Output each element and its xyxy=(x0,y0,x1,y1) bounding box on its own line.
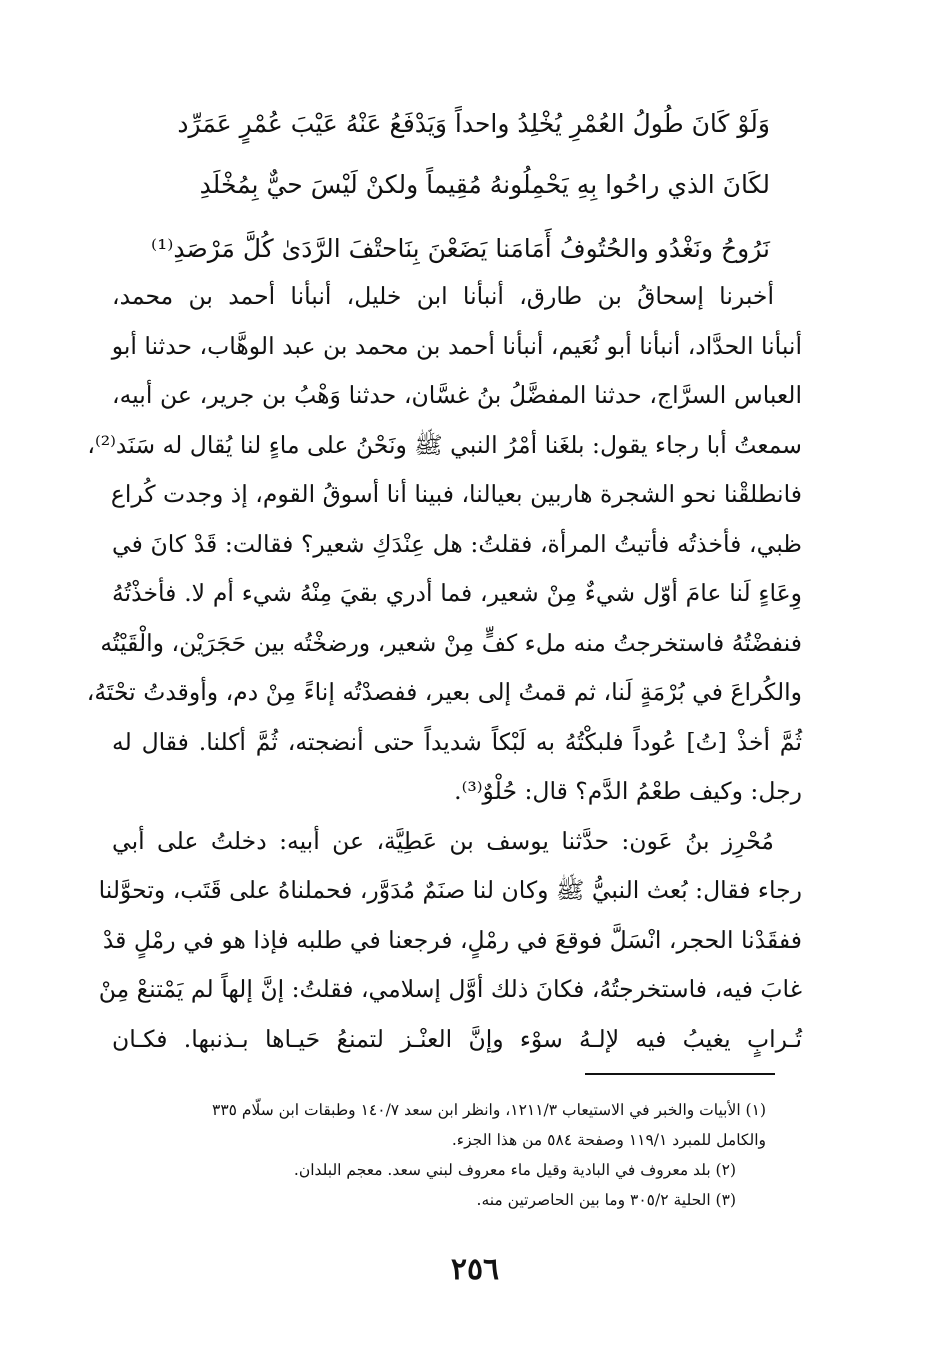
text-line: فنفضْتُهُ فاستخرجتُ منه ملء كفٍّ مِنْ شعير، ورضخْتُه بين حَجَرَيْن، والْقَيْتُه xyxy=(100,628,802,657)
text-line: رجاء فقال: بُعث النبيُّ ﷺ وكان لنا صنَمٌ مُدَوَّر، فحملناهُ على قَتَب، وتحوَّلنا xyxy=(98,876,802,904)
verse-line: وَلَوْ كَانَ طُولُ العُمْرِ يُخْلِدُ واحداً وَيَدْفَعُ عَنْهُ عَيْبَ عُمْرٍ عَمَرِّد xyxy=(177,109,770,138)
footnote: (٢) بلد معروف في البادية وقيل ماء معروف لبني سعد. معجم البلدان. xyxy=(293,1161,736,1179)
paragraph xyxy=(98,817,802,1065)
poem-verses xyxy=(150,92,770,284)
text-line: رجل: وكيف طعْمُ الدَّم؟ قال: حُلْوٌ⁽³⁾. xyxy=(454,777,802,805)
text-line: والكُراعَ في بُرْمَةٍ لَنا، ثم قمتُ إلى بعير، ففصدْتُه إناءً مِنْ دم، وأوقدتُ تحْتَهُ، xyxy=(86,678,802,706)
text-line: تُـرابٍ يغيبُ فيه لإلـهُ سوْء وإنَّ العنْـز لتمنعُ حَيـاها بـذنبها. فكـان xyxy=(112,1024,802,1053)
text-line: فانطلقْنا نحو الشجرة هاربين بعيالنا، فبينا أنا أسوقُ القوم، إذ وجدت كُراع xyxy=(110,480,802,508)
text-line: العباس السرَّاج، حدثنا المفضَّلُ بنُ غسَّان، حدثنا وَهْبُ بن جرير، عن أبيه، xyxy=(112,381,802,409)
footnotes xyxy=(112,1095,802,1215)
text-line: غابَ فيه، فاستخرجتُهُ، فكانَ ذلك أوَّل إسلامي، فقلتُ: إنَّ إلهاً لم يَمْتنعْ مِنْ xyxy=(98,975,802,1003)
text-line: أخبرنا إسحاقُ بن طارق، أنبأنا ابن خليل، أنبأنا أحمد بن محمد، xyxy=(112,282,774,310)
verse-line: نَرُوحُ ونَغْدُو والحُتُوفُ أَمَامَنا يَضَعْنَ بِنَاحتْفَ الرَّدَىٰ كُلَّ مَرْصَدِ⁽¹⁾ xyxy=(151,234,770,263)
main-text xyxy=(86,272,802,1064)
text-line: أنبأنا الحدَّاد، أنبأنا أبو نُعَيم، أنبأنا أحمد بن محمد بن عبد الوهَّاب، حدثنا أبو xyxy=(111,331,802,360)
footnote: (٣) الحلية ٣٠٥/٢ وما بين الحاصرتين منه. xyxy=(476,1191,736,1209)
footnote: (١) الأبيات والخبر في الاستيعاب ١٢١١/٣، وانظر ابن سعد ١٤٠/٧ وطبقات ابن سلّام ٣٣٥ xyxy=(212,1101,766,1119)
paragraph xyxy=(86,272,802,817)
footnote-continuation: والكامل للمبرد ١١٩/١ وصفحة ٥٨٤ من هذا الجزء. xyxy=(451,1131,766,1149)
verse-line: لكَانَ الذي راحُوا بِهِ يَحْمِلُونهُ مُقِيماً ولكنْ لَيْسَ حيٌّ بِمُخْلَدِ xyxy=(199,170,770,199)
text-line: ظبي، فأخذتُه فأتيتُ المرأة، فقلتُ: هل عِنْدَكِ شعير؟ فقالت: قَدْ كانَ في xyxy=(112,529,802,558)
footnote-divider xyxy=(585,1073,775,1075)
text-line: سمعتُ أبا رجاء يقول: بلغَنا أمْرُ النبي ﷺ ونَحْنُ على ماءٍ لنا يُقال له سَنَد⁽²⁾، xyxy=(87,430,802,459)
text-line: ثُمَّ أخذْ [تُ] عُوداً فلبكْتُهُ به لَبْكاً شديداً حتى أنضجته، ثُمَّ أكلنا. فقال له xyxy=(112,727,802,756)
text-line: وِعَاءٍ لَنا عامَ أوّل شيءٌ مِنْ شعير، فما أدري بقيَ مِنْهُ شيء أم لا. فأخذْتُهُ xyxy=(112,579,802,607)
text-line: ففقَدْنا الحجر، انْسَلَّ فوقعَ في رمْلٍ، فرجعنا في طلبه فإذا هو في رمْلٍ قدْ xyxy=(102,925,802,954)
text-line: مُحْرِز بنُ عَون: حدَّثنا يوسف بن عَطِيَّة، عن أبيه: دخلتُ على أبي xyxy=(112,826,774,855)
page-number: ٢٥٦ xyxy=(450,1252,500,1287)
